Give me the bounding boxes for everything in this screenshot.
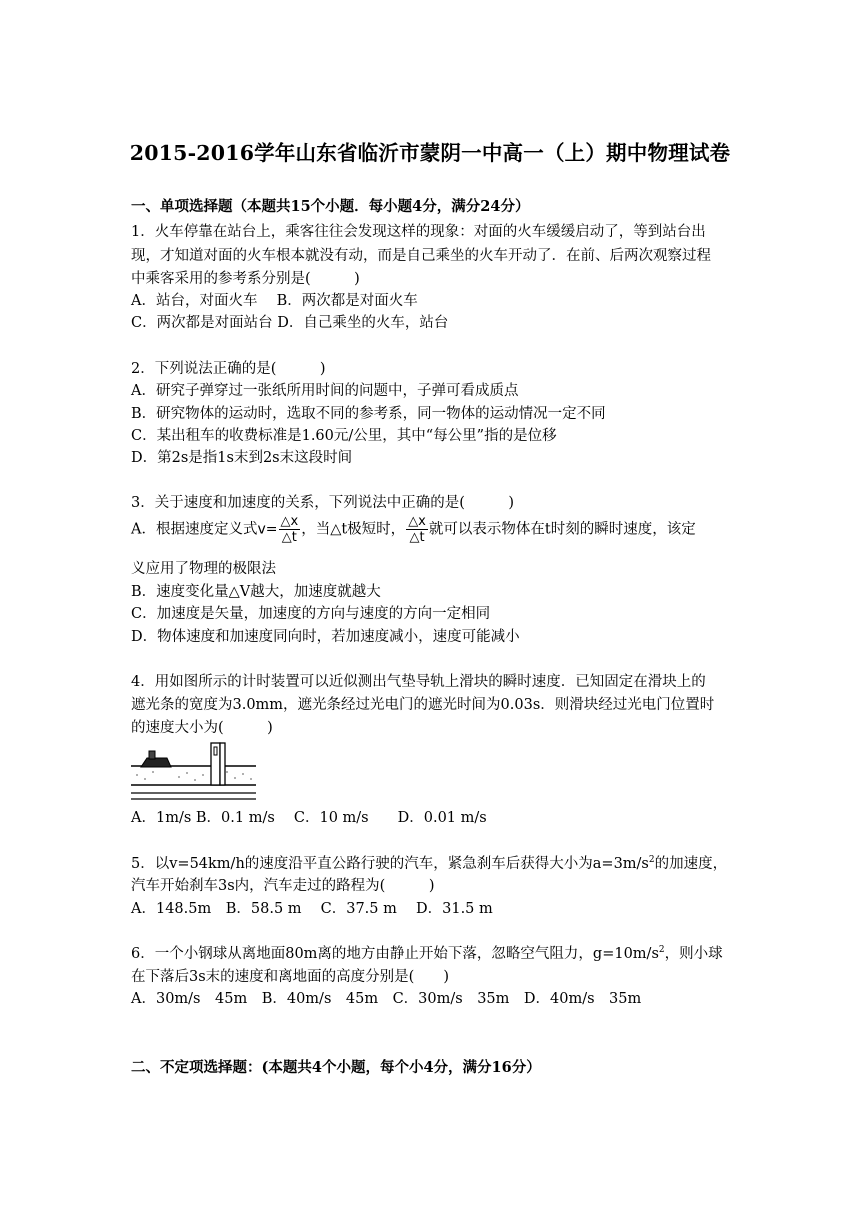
q3-fraction-2-num: △x: [408, 514, 426, 529]
q1-line-1: 1．火车停靠在站台上，乘客往往会发现这样的现象：对面的火车缓缓启动了，等到站台出: [131, 224, 706, 240]
q5-superscript: 2: [648, 855, 655, 866]
q5-options: A．148.5m B．58.5 m C．37.5 m D．31.5 m: [131, 901, 493, 917]
q3-fraction-1-num: △x: [280, 514, 299, 529]
q4-options: A．1m/s B．0.1 m/s C．10 m/s D．0.01 m/s: [131, 810, 487, 826]
q3-option-c: C．加速度是矢量，加速度的方向与速度的方向一定相同: [131, 606, 491, 622]
q3-a-prefix: A．根据速度定义式: [131, 521, 258, 538]
q2-option-d: D．第2s是指1s末到2s末这段时间: [131, 450, 353, 466]
q3-v-equals: v=: [257, 521, 278, 538]
q6-line-1: [131, 942, 723, 963]
q1-options-1: A．站台，对面火车 B．两次都是对面火车: [131, 293, 418, 309]
q6-superscript: 2: [658, 945, 665, 956]
q3-a-middle: ，当△t极短时，: [301, 521, 406, 538]
q6-options: A．30m/s 45m B．40m/s 45m C．30m/s 35m D．40m/s 35m: [131, 991, 642, 1007]
q5-line-2: 汽车开始刹车3s内，汽车走过的路程为( ): [131, 878, 435, 894]
q4-line-1: 4．用如图所示的计时装置可以近似测出气垫导轨上滑块的瞬时速度．已知固定在滑块上的: [131, 674, 706, 690]
q2-option-b: B．研究物体的运动时，选取不同的参考系，同一物体的运动情况一定不同: [131, 406, 606, 422]
q4-line-2: 遮光条的宽度为3.0mm，遮光条经过光电门的遮光时间为0.03s．则滑块经过光电门位置时: [131, 697, 715, 713]
q6-line-1-end: ，则小球: [664, 946, 723, 962]
q1-options-2: C．两次都是对面站台 D．自己乘坐的火车，站台: [131, 315, 449, 331]
q3-fraction-1-den: △t: [281, 530, 297, 545]
q3-fraction-2: [406, 514, 428, 545]
q5-line-1-end: 的加速度，: [654, 856, 728, 872]
section-1-heading: 一、单项选择题（本题共15个小题．每小题4分，满分24分）: [131, 198, 530, 215]
q2-option-a: A．研究子弹穿过一张纸所用时间的问题中，子弹可看成质点: [131, 383, 519, 399]
air-track-figure: [131, 739, 256, 803]
q3-fraction-2-den: △t: [409, 530, 425, 545]
q3-option-d: D．物体速度和加速度同向时，若加速度减小，速度可能减小: [131, 629, 520, 645]
q2-option-c: C．某出租车的收费标准是1.60元/公里，其中“每公里”指的是位移: [131, 428, 557, 444]
q4-line-3: 的速度大小为( ): [131, 720, 273, 736]
q5-line-1: [131, 852, 727, 873]
q5-line-1-text: 5．以v=54km/h的速度沿平直公路行驶的汽车，紧急刹车后获得大小为a=3m/s: [131, 856, 649, 872]
q3-fraction-1: [279, 514, 301, 545]
section-2-heading: 二、不定项选择题：(本题共4个小题，每个小4分，满分16分）: [131, 1059, 541, 1076]
q6-line-1-text: 6．一个小钢球从离地面80m离的地方由静止开始下落，忽略空气阻力，g=10m/s: [131, 946, 659, 962]
q1-line-2: 现，才知道对面的火车根本就没有动，而是自己乘坐的火车开动了．在前、后两次观察过程: [131, 248, 711, 264]
q6-line-2: 在下落后3s末的速度和离地面的高度分别是( ): [131, 969, 449, 985]
q3-option-b: B．速度变化量△V越大，加速度就越大: [131, 584, 381, 600]
q3-a-suffix: 就可以表示物体在t时刻的瞬时速度，该定: [428, 521, 696, 538]
q2-stem: 2．下列说法正确的是( ): [131, 361, 326, 377]
slider-block-icon: [141, 758, 171, 767]
q1-line-3: 中乘客采用的参考系分别是( ): [131, 271, 360, 287]
q3-stem: 3．关于速度和加速度的关系，下列说法中正确的是( ): [131, 495, 515, 511]
q3-option-a-cont: 义应用了物理的极限法: [131, 561, 276, 577]
q3-option-a: [131, 514, 696, 545]
shading-strip-icon: [149, 751, 155, 759]
page-title: 2015-2016学年山东省临沂市蒙阴一中高一（上）期中物理试卷: [129, 141, 731, 165]
